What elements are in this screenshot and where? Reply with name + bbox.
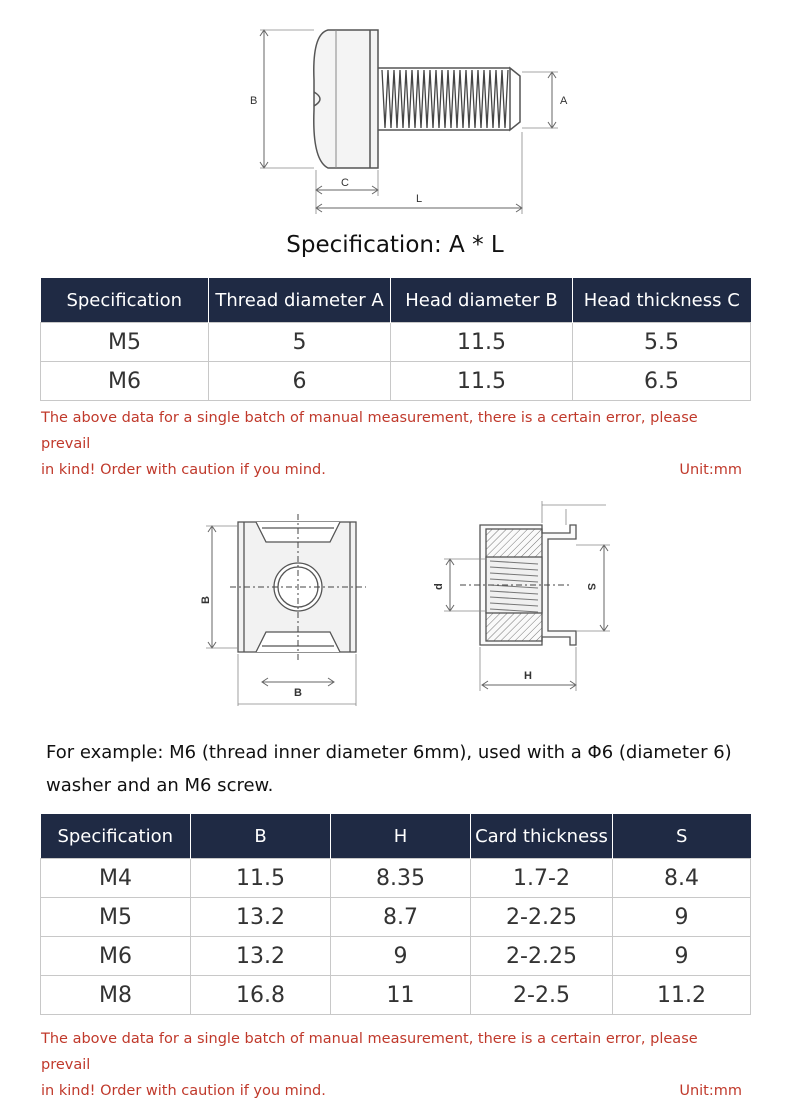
cell: 5 [209, 323, 391, 362]
cell: 2-2.25 [471, 898, 613, 937]
header-specification: Specification [41, 814, 191, 859]
cell: M6 [41, 362, 209, 401]
header-card-thickness: Card thickness [471, 814, 613, 859]
header-thread-diameter: Thread diameter A [209, 278, 391, 323]
label-l: L [416, 193, 423, 205]
label-c: C [341, 177, 349, 189]
label-d: d [433, 583, 445, 590]
spec-table-screw [40, 278, 751, 401]
table-row [41, 976, 751, 1015]
cell: 11.5 [391, 362, 573, 401]
cell: 11 [331, 976, 471, 1015]
cage-nut-section-diagram [420, 495, 620, 700]
cell: 8.35 [331, 859, 471, 898]
unit-label: Unit:mm [679, 462, 742, 478]
page-title: Specification: A * L [286, 232, 504, 258]
cell: 2-2.25 [471, 937, 613, 976]
cell: 13.2 [191, 898, 331, 937]
label-b-vertical: B [200, 596, 212, 604]
note-line-2: in kind! Order with caution if you mind. [41, 1083, 326, 1099]
cell: 8.4 [613, 859, 751, 898]
cell: 9 [613, 898, 751, 937]
unit-label: Unit:mm [679, 1083, 742, 1099]
cell: 6 [209, 362, 391, 401]
label-s: S [585, 583, 597, 591]
note-line-1: The above data for a single batch of manual measurement, there is a certain error, please prevail [41, 1031, 698, 1073]
cell: 5.5 [573, 323, 751, 362]
cell: 8.7 [331, 898, 471, 937]
cell: 11.5 [191, 859, 331, 898]
label-h: H [524, 670, 532, 682]
example-text [46, 736, 766, 802]
screw-diagram [240, 20, 570, 220]
measurement-note-2 [41, 1026, 746, 1104]
cell: 1.7-2 [471, 859, 613, 898]
cage-nut-front-diagram [190, 510, 370, 710]
cell: 9 [613, 937, 751, 976]
cell: M6 [41, 937, 191, 976]
label-b: B [250, 95, 258, 107]
spec-table-cage-nut [40, 814, 751, 1015]
cell: 9 [331, 937, 471, 976]
example-line-2: washer and an M6 screw. [46, 775, 274, 796]
note-line-2: in kind! Order with caution if you mind. [41, 462, 326, 478]
table-row [41, 362, 751, 401]
label-a: A [560, 95, 568, 107]
cell: 2-2.5 [471, 976, 613, 1015]
header-h: H [331, 814, 471, 859]
cell: M5 [41, 323, 209, 362]
cell: 11.5 [391, 323, 573, 362]
cell: 16.8 [191, 976, 331, 1015]
table-row [41, 937, 751, 976]
table-row [41, 859, 751, 898]
cell: M8 [41, 976, 191, 1015]
note-line-1: The above data for a single batch of manual measurement, there is a certain error, please prevail [41, 410, 698, 452]
header-head-diameter: Head diameter B [391, 278, 573, 323]
table-header-row [41, 278, 751, 323]
table-header-row [41, 814, 751, 859]
header-s: S [613, 814, 751, 859]
measurement-note [41, 405, 746, 483]
header-specification: Specification [41, 278, 209, 323]
cell: 13.2 [191, 937, 331, 976]
cell: 6.5 [573, 362, 751, 401]
cell: M4 [41, 859, 191, 898]
label-b-horizontal: B [294, 687, 302, 699]
header-head-thickness: Head thickness C [573, 278, 751, 323]
table-row [41, 323, 751, 362]
header-b: B [191, 814, 331, 859]
cell: 11.2 [613, 976, 751, 1015]
example-line-1: For example: M6 (thread inner diameter 6mm), used with a Φ6 (diameter 6) [46, 742, 732, 763]
cell: M5 [41, 898, 191, 937]
table-row [41, 898, 751, 937]
